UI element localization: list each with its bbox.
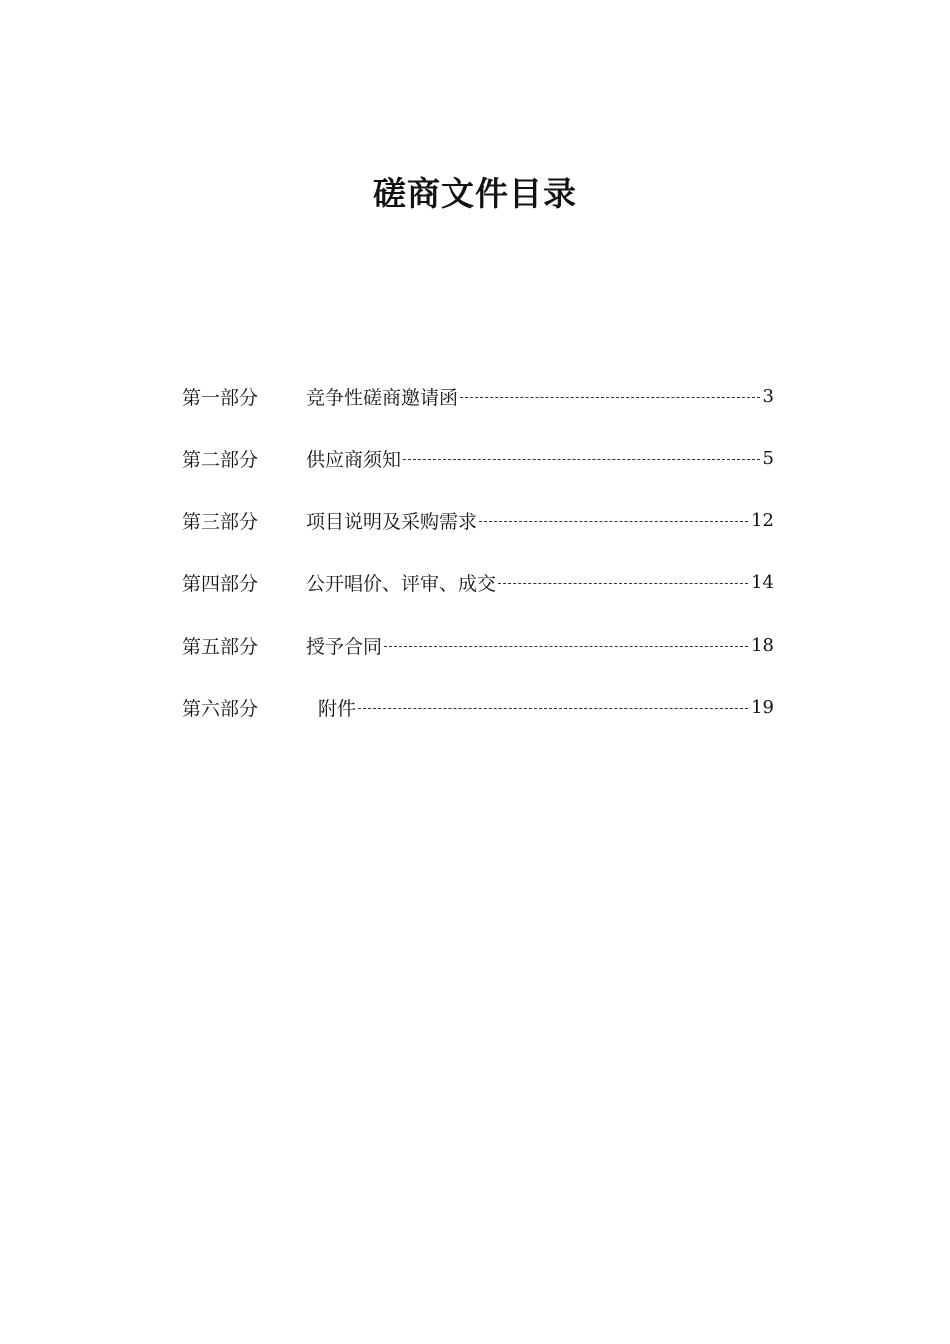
toc-page-number: 3 — [762, 385, 774, 407]
toc-page-number: 5 — [762, 447, 774, 469]
toc-page-number: 18 — [751, 634, 774, 656]
toc-entry-title: 公开唱价、评审、成交 — [306, 573, 497, 596]
toc-dot-leader — [403, 459, 760, 460]
toc-dot-leader — [460, 397, 760, 398]
toc-part-label: 第五部分 — [182, 635, 259, 658]
toc-part-label: 第三部分 — [182, 511, 259, 534]
toc-entry-part-2[interactable] — [182, 438, 774, 478]
toc-page-number: 14 — [751, 572, 774, 594]
toc-part-label: 第一部分 — [182, 386, 259, 409]
toc-entry-part-6[interactable] — [182, 687, 774, 727]
toc-part-label: 第四部分 — [182, 573, 259, 596]
toc-entry-title: 授予合同 — [306, 635, 383, 658]
toc-entry-title: 竞争性磋商邀请函 — [306, 386, 459, 409]
toc-entry-title: 项目说明及采购需求 — [306, 511, 478, 534]
toc-page-number: 12 — [751, 510, 774, 532]
toc-entry-part-5[interactable] — [182, 625, 774, 665]
toc-dot-leader — [498, 583, 748, 584]
document-title: 磋商文件目录 — [373, 174, 577, 213]
toc-entry-title: 供应商须知 — [306, 448, 402, 471]
toc-page-number: 19 — [751, 696, 774, 718]
toc-entry-part-1[interactable] — [182, 376, 774, 416]
toc-entry-title: 附件 — [318, 697, 357, 720]
table-of-contents — [182, 376, 774, 750]
toc-dot-leader — [358, 708, 748, 709]
toc-dot-leader — [384, 646, 748, 647]
toc-part-label: 第二部分 — [182, 448, 259, 471]
toc-entry-part-4[interactable] — [182, 563, 774, 603]
toc-dot-leader — [479, 521, 748, 522]
toc-entry-part-3[interactable] — [182, 501, 774, 541]
toc-part-label: 第六部分 — [182, 697, 259, 720]
